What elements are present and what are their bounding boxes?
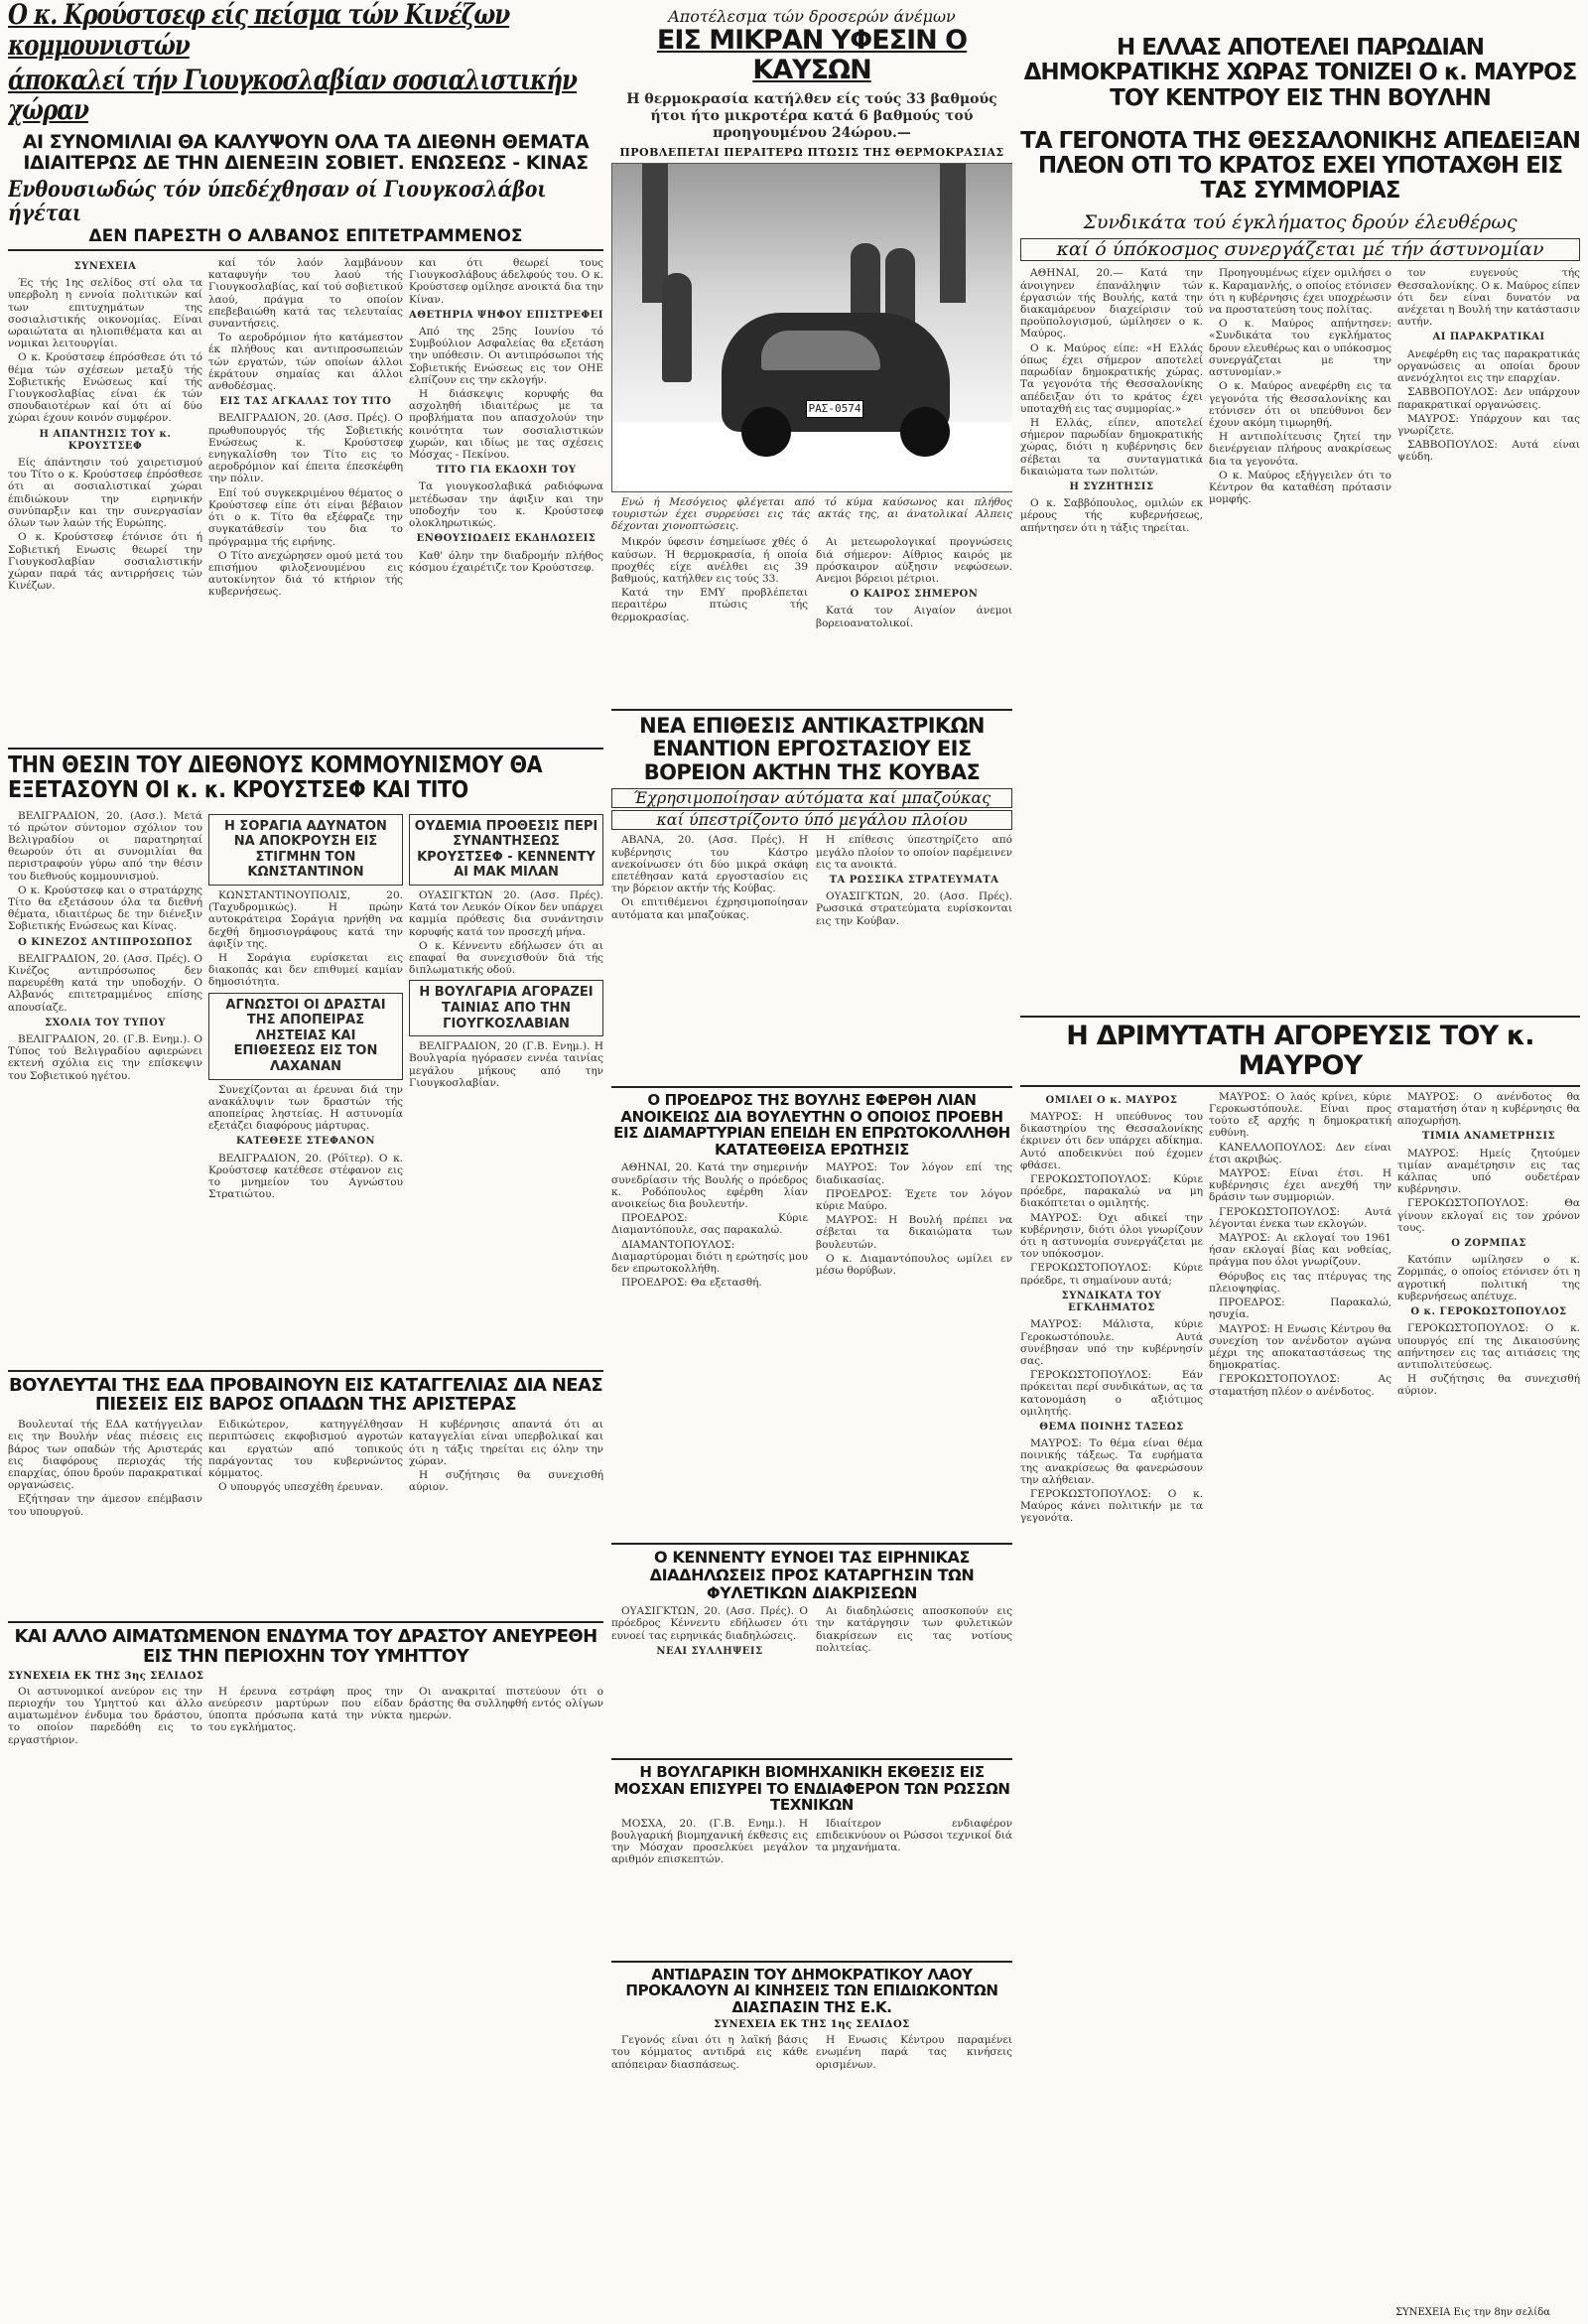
- sub-enthusiastic: ΕΝΘΟΥΣΙΩΔΕΙΣ ΕΚΔΗΛΩΣΕΙΣ: [416, 533, 596, 545]
- headline-cuba: ΝΕΑ ΕΠΙΘΕΣΙΣ ΑΝΤΙΚΑΣΤΡΙΚΩΝ ΕΝΑΝΤΙΟΝ ΕΡΓΟΣΤΑΣΙΟΥ ΕΙΣ ΒΟΡΕΙΟΝ ΑΚΤΗΝ ΤΗΣ ΚΟΥΒΑΣ: [639, 714, 985, 784]
- headline-ek-split: ΑΝΤΙΔΡΑΣΙΝ ΤΟΥ ΔΗΜΟΚΡΑΤΙΚΟΥ ΛΑΟΥ ΠΡΟΚΑΛΟΥΝ ΑΙ ΚΙΝΗΣΕΙΣ ΤΩΝ ΕΠΙΔΙΩΚΟΝΤΩΝ ΔΙΑΣΠΑΣΙΝ ΤΗΣ Ε.Κ.: [625, 1965, 998, 2016]
- sub-press: ΣΧΟΛΙΑ ΤΟΥ ΤΥΠΟΥ: [45, 1017, 166, 1028]
- sub-tito: ΤΙΤΟ ΓΙΑ ΕΚΔΟΧΗ ΤΟΥ: [436, 465, 577, 477]
- headline-bulgarian-exhibition: Η ΒΟΥΛΓΑΡΙΚΗ ΒΙΟΜΗΧΑΝΙΚΗ ΕΚΘΕΣΙΣ ΕΙΣ ΜΟΣΧΑΝ ΕΠΙΣΥΡΕΙ ΤΟ ΕΝΔΙΑΦΕΡΟΝ ΤΩΝ ΡΩΣΣΩΝ ΤΕΧΝΙΚΩΝ: [613, 1763, 1010, 1815]
- box-soraya: Η ΣΟΡΑΓΙΑ ΑΔΥΝΑΤΟΝ ΝΑ ΑΠΟΚΡΟΥΣΗ ΕΙΣ ΣΤΙΓΜΗΝ ΤΟΝ ΚΩΝΣΤΑΝΤΙΝΟΝ: [208, 814, 403, 886]
- hymettus-article: Οι αστυνομικοί ανεύρον εις την περιοχήν του Υμηττού και άλλο αιματωμένον ένδυμα του δράστου, το οποίον παρεδόθη εις το εργαστήριον. Η έρευνα εστράφη προς την ανεύρεσιν μαρτύρων που είδαν ύποπτα πρόσωπα κατά την νύκτα του εγκλήματος. Οι ανακριταί πιστεύουν ότι ο δράστης θα συλληφθή εντός ολίγων ημερών.: [8, 1685, 603, 1746]
- exhibition-article: ΜΟΣΧΑ, 20. (Γ.Β. Ενημ.). Η βουλγαρική βιομηχανική έκθεσις εις την Μόσχαν προσελκύει μεγάλον αριθμόν επισκεπτών. Ιδιαίτερον ενδιαφέρον επιδεικνύουν οι Ρώσσοι τεχνικοί διά τα μηχανήματα.: [611, 1817, 1012, 1866]
- sub-vote: ΑΘΕΤΗΡΙΑ ΨΗΦΟΥ ΕΠΙΣΤΡΕΦΕΙ: [409, 309, 603, 321]
- heatwave-lead: Η θερμοκρασία κατήλθεν είς τούς 33 βαθμούς ήτοι ήτο μικροτέρα κατά 6 βαθμούς τού προηγουμένου 24ώρου.—: [626, 90, 997, 141]
- khrushchev-article: ΣΥΝΕΧΕΙΑ Ές τής 1ης σελίδος στί ολα τα υπερβολη η εννοία πολιτικών καί των επιτυχημάτων της σοσιαλιστικής οικονομίας. Είναι ωραιώτατα αι ηλιοπιθέματα και αι νομικαι λειτουργίαι. Ο κ. Κρούστσεφ έπρόσθεσε ότι τό θέμα τών σχέσεων μεταξύ τής Σοβιετικής Ενώσεως καί τής Γιουγκοσλαβίας είναι έκ τών σπουδαιοτέρων καί ότι αί δύο χώραι έχουν κοινόν συμφέρον. Η ΑΠΑΝΤΗΣΙΣ ΤΟΥ κ. ΚΡΟΥΣΤΣΕΦ Είς άπάντησιν τού χαιρετισμού του Τίτο ο κ. Κρούστσεφ έπρόσθεσε ότι αι σοσιαλιστικαί χώραι έπιδιώκουν την ειρηνικήν συνύπαρξιν και την συνεργασίαν όλων των λαών τής Ευρώπης. Ο κ. Κρούστσεφ έτόνισε ότι ή Σοβιετική Ενωσις θεωρεί την Γιουγκοσλαβίαν σοσιαλιστικήν χώραν παρά τάς αντιρρήσεις τών Κινέζων. καί τόν λαόν λαμβάνουν καταφυγήν του λαού τής Γιουγκοσλαβίας, καί τού σοβιετικού λαού, πράγμα το οποίον επεβεβαιώθη κατά τας τελευταίας συναντήσεις. Το αεροδρόμιον ήτο κατάμεστον έκ πλήθους και αντιπροσωπειών τών εργατών, τών οποίων άλλοι έκράτουν σημαίας και άλλοι ανθοδέσμας. ΕΙΣ ΤΑΣ ΑΓΚΑΛΑΣ ΤΟΥ ΤΙΤΟ ΒΕΛΙΓΡΑΔΙΟΝ, 20. (Ασσ. Πρές). Ο πρωθυπουργός τής Σοβιετικής Ενώσεως κ. Κρούστσεφ ενηγκαλίσθη τον Τίτο εις το αεροδρόμιον καί έπειτα έπεσκέφθη την πόλιν. Επί τού συγκεκριμένου θέματος ο Κρούστσεφ είπε ότι είναι βέβαιον ότι ο κ. Τίτο θα εξέφραζε την συγκατάθεσίν του δια το πρόγραμμα τής ειρήνης. Ο Τίτο ανεχώρησεν ομού μετά του επισήμου φιλοξενουμένου εις αυτοκίνητον διά τό κτήριον τής κυβερνήσεως. και ότι θεωρεί τους Γιουγκοσλάβους άδελφούς του. Ο κ. Κρούστσεφ ομίλησε ανοικτά δια την Κίναν. ΑΘΕΤΗΡΙΑ ΨΗΦΟΥ ΕΠΙΣΤΡΕΦΕΙ Από της 25ης Ιουνίου τό Συμβούλιον Ασφαλείας θα εξετάση την υπόθεσιν. Οι αντιπρόσωποι τής Σοβιετικής Ενώσεως εις τον ΟΗΕ ελπίζουν εις την εκλογήν. Η διάσκεψις κορυφής θα ασχοληθή ιδιαιτέρως με τα προβλήματα που απασχολούν την κοινότητα των σοσιαλιστικών χωρών, και ιδίως με τας σχέσεις Μόσχας - Πεκίνου. ΤΙΤΟ ΓΙΑ ΕΚΔΟΧΗ ΤΟΥ Τα γιουγκοσλαβικά ραδιόφωνα μετέδωσαν την άφιξιν και την υποδοχήν του κ. Κρούστσεφ ολοκληρωτικώς. ΕΝΘΟΥΣΙΩΔΕΙΣ ΕΚΔΗΛΩΣΕΙΣ Καθ' όλην την διαδρομήν πλήθος κόσμου έχαιρέτιζε τον Κρούστσεφ.: [8, 257, 603, 599]
- headline-albanian: ΔΕΝ ΠΑΡΕΣΤΗ Ο ΑΛΒΑΝΟΣ ΕΠΙΤΕΤΡΑΜΜΕΝΟΣ: [8, 227, 603, 251]
- box-meeting: ΟΥΔΕΜΙΑ ΠΡΟΘΕΣΙΣ ΠΕΡΙ ΣΥΝΑΝΤΗΣΕΩΣ ΚΡΟΥΣΤΣΕΦ - ΚΕΝΝΕΝΤΥ ΑΙ ΜΑΚ ΜΙΛΑΝ: [409, 814, 603, 886]
- continued-footer: ΣΥΝΕΧΕΙΑ Εις την 8ην σελίδα: [1395, 2307, 1550, 2318]
- cuba-deck2: καί ύπεστρίζοντο ύπό μεγάλου πλοίου: [611, 810, 1012, 830]
- sub-wreath: ΚΑΤΕΘΕΣΕ ΣΤΕΦΑΝΟΝ: [235, 1136, 376, 1148]
- sub-crime-syndicates: ΣΥΝΔΙΚΑΤΑ ΤΟΥ ΕΓΚΛΗΜΑΤΟΣ: [1061, 1290, 1162, 1314]
- sub-zorbas: Ο ΖΟΡΜΠΑΣ: [1451, 1238, 1526, 1250]
- license-plate: ΡΑΣ-0574: [806, 400, 863, 418]
- eda-article: Βουλευταί τής ΕΔΑ κατήγγειλαν εις την Βουλήν νέας πιέσεις εις βάρος των οπαδών τής Αριστεράς εις διαφόρους περιοχάς τής επαρχίας, όπου δρούν παρακρατικαί οργανώσεις. Εζήτησαν την άμεσον επέμβασιν του υπουργού. Ειδικώτερον, κατηγγέλθησαν περιπτώσεις εκφοβισμού αγροτών και εργατών από τοπικούς παράγοντας του κυβερνώντος κόμματος. Ο υπουργός υπεσχέθη έρευναν. Η κυβέρνησις απαντά ότι αι καταγγελίαι είναι υπερβολικαί και ότι η τάξις τηρείται εις όλην την χώραν. Η συζήτησις θα συνεχισθή αύριον.: [8, 1419, 603, 1518]
- headline-talks: ΑΙ ΣΥΝΟΜΙΛΙΑΙ ΘΑ ΚΑΛΥΨΟΥΝ ΟΛΑ ΤΑ ΔΙΕΘΝΗ ΘΕΜΑΤΑ ΙΔΙΑΙΤΕΡΩΣ ΔΕ ΤΗΝ ΔΙΕΝΕΞΙΝ ΣΟΒΙΕΤ. ΕΝΩΣΕΩΣ - ΚΙΝΑΣ: [22, 131, 590, 175]
- sub-fair-contest: ΤΙΜΙΑ ΑΝΑΜΕΤΡΗΣΙΣ: [1421, 1131, 1556, 1143]
- headline-yugoslavia: άποκαλεί τήν Γιουγκοσλαβίαν σοσιαλιστικήν χώραν: [8, 63, 578, 127]
- snow-car-photo: [611, 163, 1012, 492]
- headline-mavros-speech: Η ΔΡΙΜΥΤΑΤΗ ΑΓΟΡΕΥΣΙΣ ΤΟΥ κ. ΜΑΥΡΟΥ: [1066, 1021, 1534, 1082]
- headline-heatwave: ΕΙΣ ΜΙΚΡΑΝ ΥΦΕΣΙΝ Ο ΚΑΥΣΩΝ: [656, 25, 968, 86]
- continued-from-3: ΣΥΝΕΧΕΙΑ ΕΚ ΤΗΣ 3ης ΣΕΛΙΔΟΣ: [8, 1670, 204, 1682]
- heatwave-article: Μικρόν ύφεσιν έσημείωσε χθές ό καύσων. Ή θερμοκρασία, ή οποία προχθές είχε ανέλθει εις 39 βαθμούς, κατήλθεν εις τούς 33. Κατά την ΕΜΥ προβλέπεται περαιτέρω πτώσις τής θερμοκρασίας. Αι μετεωρολογικαί προγνώσεις διά σήμερον: Αίθριος καιρός με πρόσκαιρον αύξησιν νεφώσεων. Ανεμοι βόρειοι μέτριοι. Ο ΚΑΙΡΟΣ ΣΗΜΕΡΟΝ Κατά τον Αιγαίον άνεμοι βορειοανατολικοί.: [611, 536, 1012, 629]
- sub-new-arrests: ΝΕΑΙ ΣΥΛΛΗΨΕΙΣ: [656, 1645, 763, 1657]
- sub-paramilitary: ΑΙ ΠΑΡΑΚΡΑΤΙΚΑΙ: [1432, 332, 1545, 343]
- sub-russian-troops: ΤΑ ΡΩΣΣΙΚΑ ΣΤΡΑΤΕΥΜΑΤΑ: [829, 875, 999, 887]
- headline-welcomed: Ενθουσιωδώς τόν ύπεδέχθησαν οί Γιουγκοσλάβοι ήγέται: [8, 176, 547, 227]
- headline-parliament-speaker: Ο ΠΡΟΕΔΡΟΣ ΤΗΣ ΒΟΥΛΗΣ ΕΦΕΡΘΗ ΛΙΑΝ ΑΝΟΙΚΕΙΩΣ ΔΙΑ ΒΟΥΛΕΥΤΗΝ Ο ΟΠΟΙΟΣ ΠΡΟΕΒΗ ΕΙΣ ΔΙΑΜΑΡΤΥΡΙΑΝ ΕΠΕΙΔΗ ΕΝ ΕΠΡΩΤΟΚΟΛΛΗΘΗ ΚΑΤΑΤΕΘΕΙΣΑ ΕΡΩΤΗΣΙΣ: [613, 1091, 1010, 1159]
- right-column: [1020, 0, 1580, 2324]
- communism-article: ΒΕΛΙΓΡΑΔΙΟΝ, 20. (Ασσ.). Μετά τό πρώτον σύντομον σχόλιον του Βελιγραδίου οι παρατηρηταί θεωρούν ότι αι συνομιλίαι θα περιστραφούν γύρω από την θέσιν του διεθνούς κομμουνισμού. Ο κ. Κρούστσεφ και ο στρατάρχης Τίτο θα εξετάσουν όλα τα διεθνή θέματα, ιδιαιτέρως δε την διένεξιν Σοβιετικής Ενώσεως και Κίνας. Ο ΚΙΝΕΖΟΣ ΑΝΤΙΠΡΟΣΩΠΟΣ ΒΕΛΙΓΡΑΔΙΟΝ, 20. (Ασσ. Πρές). Ο Κινέζος αντιπρόσωπος δεν παρευρέθη κατά την υποδοχήν. Ο Αλβανός επιτετραμμένος επίσης απουσίαζε. ΣΧΟΛΙΑ ΤΟΥ ΤΥΠΟΥ ΒΕΛΙΓΡΑΔΙΟΝ, 20. (Γ.Β. Ενημ.). Ο Τύπος τού Βελιγραδίου αφιερώνει εκτενή σχόλια εις την επίσκεψιν του Σοβιετικού ηγέτου. Η ΣΟΡΑΓΙΑ ΑΔΥΝΑΤΟΝ ΝΑ ΑΠΟΚΡΟΥΣΗ ΕΙΣ ΣΤΙΓΜΗΝ ΤΟΝ ΚΩΝΣΤΑΝΤΙΝΟΝ ΚΩΝΣΤΑΝΤΙΝΟΥΠΟΛΙΣ, 20. (Ταχυδρομικώς). Η πρώην αυτοκράτειρα Σοράγια ηρνήθη να δεχθή δημοσιογράφους κατά την άφιξίν της. Η Σοράγια ευρίσκεται εις διακοπάς και δεν επιθυμεί καμίαν δημοσιότητα. ΑΓΝΩΣΤΟΙ ΟΙ ΔΡΑΣΤΑΙ ΤΗΣ ΑΠΟΠΕΙΡΑΣ ΛΗΣΤΕΙΑΣ ΚΑΙ ΕΠΙΘΕΣΕΩΣ ΕΙΣ ΤΟΝ ΛΑΧΑΝΑΝ Συνεχίζονται αι έρευναι διά την ανακάλυψιν των δραστών τής αποπείρας ληστείας. Η αστυνομία εξετάζει διαφόρους μάρτυρας. ΚΑΤΕΘΕΣΕ ΣΤΕΦΑΝΟΝ ΒΕΛΙΓΡΑΔΙΟΝ, 20. (Ρόϊτερ). Ο κ. Κρούστσεφ κατέθεσε στέφανον εις το μνημείον του Αγνώστου Στρατιώτου. ΟΥΔΕΜΙΑ ΠΡΟΘΕΣΙΣ ΠΕΡΙ ΣΥΝΑΝΤΗΣΕΩΣ ΚΡΟΥΣΤΣΕΦ - ΚΕΝΝΕΝΤΥ ΑΙ ΜΑΚ ΜΙΛΑΝ ΟΥΑΣΙΓΚΤΩΝ 20. (Ασσ. Πρές). Κατά τον Λευκόν Οίκον δεν υπάρχει καμμία πρόθεσις δια συνάντησιν κορυφής κατά τον προσεχή μήνα. Ο κ. Κέννεντυ εδήλωσεν ότι αι επαφαί θα συνεχισθούν διά τής διπλωματικής οδού. Η ΒΟΥΛΓΑΡΙΑ ΑΓΟΡΑΖΕΙ ΤΑΙΝΙΑΣ ΑΠΟ ΤΗΝ ΓΙΟΥΓΚΟΣΛΑΒΙΑΝ ΒΕΛΙΓΡΑΔΙΟΝ, 20 (Γ.Β. Ενημ.). Η Βουλγαρία ηγόρασεν εννέα ταινίας μεγάλου μήκους από την Γιουγκοσλαβίαν.: [8, 809, 603, 1201]
- headline-greece-parody: Η ΕΛΛΑΣ ΑΠΟΤΕΛΕΙ ΠΑΡΩΔΙΑΝ ΔΗΜΟΚΡΑΤΙΚΗΣ ΧΩΡΑΣ ΤΟΝΙΖΕΙ Ο κ. ΜΑΥΡΟΣ ΤΟΥ ΚΕΝΤΡΟΥ ΕΙΣ ΤΗΝ ΒΟΥΛΗΝ: [1023, 35, 1577, 111]
- continued-label: ΣΥΝΕΧΕΙΑ: [73, 261, 137, 273]
- crime-deck2: καί ό ύπόκοσμος συνεργάζεται μέ τήν άστυνομίαν: [1020, 238, 1580, 262]
- cuba-deck1: Έχρησιμοποίησαν αύτόματα καί μπαζούκας: [611, 788, 1012, 808]
- weather-today: Ο ΚΑΙΡΟΣ ΣΗΜΕΡΟΝ: [850, 589, 979, 601]
- headline-thessaloniki: ΤΑ ΓΕΓΟΝΟΤΑ ΤΗΣ ΘΕΣΣΑΛΟΝΙΚΗΣ ΑΠΕΔΕΙΞΑΝ ΠΛΕΟΝ ΟΤΙ ΤΟ ΚΡΑΤΟΣ ΕΧΕΙ ΥΠΟΤΑΧΘΗ ΕΙΣ ΤΑΣ ΣΥΜΜΟΡΙΑΣ: [1020, 127, 1580, 205]
- sub-mavros-speaks: ΟΜΙΛΕΙ Ο κ. ΜΑΥΡΟΣ: [1045, 1094, 1178, 1106]
- mavros-speech-article: ΟΜΙΛΕΙ Ο κ. ΜΑΥΡΟΣ ΜΑΥΡΟΣ: Η υπεύθυνος του δικαστηρίου της Θεσσαλονίκης έκρινεν ότι δεν υπάρχει αδίκημα. Αυτό αποδεικνύει πού έχομεν φθάσει. ΓΕΡΟΚΩΣΤΟΠΟΥΛΟΣ: Κύριε πρόεδρε, παρακαλώ να μη διακόπτεται ο ομιλητής. ΜΑΥΡΟΣ: Όχι αδικεί την κυβέρνησιν, διότι όλοι γνωρίζουν ότι η αστυνομία συνεργάζεται με τον υπόκοσμον. ΓΕΡΟΚΩΣΤΟΠΟΥΛΟΣ: Κύριε πρόεδρε, τι σημαίνουν αυτά; ΣΥΝΔΙΚΑΤΑ ΤΟΥ ΕΓΚΛΗΜΑΤΟΣ ΜΑΥΡΟΣ: Μάλιστα, κύριε Γεροκωστόπουλε. Αυτά συνέβησαν υπό την κυβέρνησίν σας. ΓΕΡΟΚΩΣΤΟΠΟΥΛΟΣ: Εάν πρόκειται περί συνδικάτων, ας τα κατονομάση ο αξιότιμος ομιλητής. ΘΕΜΑ ΠΟΙΝΗΣ ΤΑΞΕΩΣ ΜΑΥΡΟΣ: Το θέμα είναι θέμα ποινικής τάξεως. Τα ευρήματα της ανακρίσεως θα φανερώσουν την αλήθειαν. ΓΕΡΟΚΩΣΤΟΠΟΥΛΟΣ: Ο κ. Μαύρος κάνει πολιτικήν με τα γεγονότα. ΜΑΥΡΟΣ: Ο λαός κρίνει, κύριε Γεροκωστόπουλε. Είναι προς τούτο εξ αρχής η δημοκρατική ευθύνη. ΚΑΝΕΛΛΟΠΟΥΛΟΣ: Δεν είναι έτσι ακριβώς. ΜΑΥΡΟΣ: Είναι έτσι. Η κυβέρνησις έχει ανεχθή την δράσιν των συμμοριών. ΓΕΡΟΚΩΣΤΟΠΟΥΛΟΣ: Αυτά λέγονται ένεκα των εκλογών. ΜΑΥΡΟΣ: Αι εκλογαί του 1961 ήσαν εκλογαί βίας και νοθείας, πράγμα που όλοι γνωρίζουν. Θόρυβος εις τας πτέρυγας της πλειοψηφίας. ΠΡΟΕΔΡΟΣ: Παρακαλώ, ησυχία. ΜΑΥΡΟΣ: Η Ενωσις Κέντρου θα συνεχίση τον ανένδοτον αγώνα μέχρι της αποκαταστάσεως της δημοκρατίας. ΓΕΡΟΚΩΣΤΟΠΟΥΛΟΣ: Ας σταματήση πλέον ο ανένδοτος. ΜΑΥΡΟΣ: Ο ανένδοτος θα σταματήση όταν η κυβέρνησις θα αποχωρήση. ΤΙΜΙΑ ΑΝΑΜΕΤΡΗΣΙΣ ΜΑΥΡΟΣ: Ημείς ζητούμεν τιμίαν αναμέτρησιν εις τας κάλπας υπό ουδετέραν κυβέρνησιν. ΓΕΡΟΚΩΣΤΟΠΟΥΛΟΣ: Θα γίνουν εκλογαί εις τον χρόνον τους. Ο ΖΟΡΜΠΑΣ Κατόπιν ωμίλησεν ο κ. Ζορμπάς, ο οποίος ετόνισεν ότι η αγροτική πολιτική της κυβερνήσεως απέτυχε. Ο κ. ΓΕΡΟΚΩΣΤΟΠΟΥΛΟΣ ΓΕΡΟΚΩΣΤΟΠΟΥΛΟΣ: Ο κ. υπουργός επί της Δικαιοσύνης απήντησεν εις τας αιτιάσεις της αντιπολιτεύσεως. Η συζήτησις θα συνεχισθή αύριον.: [1020, 1090, 1580, 1525]
- headline-khrushchev: Ο κ. Κρούστσεφ είς πείσμα τών Κινέζων κομμουνιστών: [8, 0, 510, 62]
- sub-gerokostopoulos: Ο κ. ΓΕΡΟΚΩΣΤΟΠΟΥΛΟΣ: [1410, 1306, 1567, 1318]
- weather-kicker: Αποτέλεσμα τών δροσερών άνέμων: [668, 7, 956, 26]
- headline-kennedy: Ο ΚΕΝΝΕΝΤΥ ΕΥΝΟΕΙ ΤΑΣ ΕΙΡΗΝΙΚΑΣ ΔΙΑΔΗΛΩΣΕΙΣ ΠΡΟΣ ΚΑΤΑΡΓΗΣΙΝ ΤΩΝ ΦΥΛΕΤΙΚΩΝ ΔΙΑΚΡΙΣΕΩΝ: [649, 1548, 975, 1602]
- photo-caption: Ενώ ή Μεσόγειος φλέγεται από τό κύμα καύσωνος και πλήθος τουριστών έχει συρρεύσει εις τάς ακτάς της, αι άνατολικαί Αλπεις δέχονται χιονοπτώσεις.: [611, 495, 1012, 533]
- sub-chinese-envoy: Ο ΚΙΝΕΖΟΣ ΑΝΤΙΠΡΟΣΩΠΟΣ: [18, 936, 193, 948]
- mavros-article: ΑΘΗΝΑΙ, 20.— Κατά την άνοιγηνεν έπανάληψιν τών έργασιών τής Βουλής, κατά την διακαμάρευον διαχείρισιν τού προϋπολογισμού, ώμίλησεν ο κ. Μαύρος. Ο κ. Μαύρος είπε: «Η Ελλάς όπως έχει σήμερον αποτελεί παρωδίαν δημοκρατικής χώρας. Τα γεγονότα τής Θεσσαλονίκης απέδειξαν ότι το κράτος έχει υποταχθή εις τας συμμορίας.» Η Ελλάς, είπεν, αποτελεί σήμερον παρωδίαν δημοκρατικής χώρας, διότι η κυβέρνησις δεν σέβεται τα συνταγματικά δικαιώματα των πολιτών. Η ΣΥΖΗΤΗΣΙΣ Ο κ. Σαββόπουλος, ομιλών εκ μέρους τής κυβερνήσεως, απήντησεν ότι η τάξις τηρείται. Προηγουμένως είχεν ομιλήσει ο κ. Καραμανλής, ο οποίος ετόνισεν ότι η κυβέρνησις έχει υποχρέωσιν να προστατεύση τους πολίτας. Ο κ. Μαύρος απήντησεν: «Συνδικάτα του εγκλήματος δρουν ελευθέρως και ο υπόκοσμος συνεργάζεται με την αστυνομίαν.» Ο κ. Μαύρος ανεφέρθη εις τα γεγονότα τής Θεσσαλονίκης και ετόνισεν ότι οι υπεύθυνοι δεν έχουν ακόμη τιμωρηθή. Η αντιπολίτευσις ζητεί την διενέργειαν πλήρους ανακρίσεως δια τα γεγονότα. Ο κ. Μαύρος εξήγγειλεν ότι το Κέντρον θα καταθέση πρότασιν μομφής. τον ευγενούς τής Θεσσαλονίκης. Ο κ. Μαύρος είπεν ότι δεν είναι δυνατόν να ανέχεται η Βουλή την κατάστασιν αυτήν. ΑΙ ΠΑΡΑΚΡΑΤΙΚΑΙ Ανεφέρθη εις τας παρακρατικάς οργανώσεις αι οποίαι δρουν ανενόχλητοι εις την επαρχίαν. ΣΑΒΒΟΠΟΥΛΟΣ: Δεν υπάρχουν παρακρατικαί οργανώσεις. ΜΑΥΡΟΣ: Υπάρχουν και τας γνωρίζετε. ΣΑΒΒΟΠΟΥΛΟΣ: Αυτά είναι ψεύδη.: [1020, 267, 1580, 534]
- sub-debate: Η ΣΥΖΗΤΗΣΙΣ: [1069, 480, 1154, 492]
- cuba-article: ΑΒΑΝΑ, 20. (Ασσ. Πρές). Η κυβέρνησις του Κάστρο ανεκοίνωσεν ότι δύο μικρά σκάφη επετέθησαν κατά εργοστασίου εις την βόρειον ακτήν τής Κούβας. Οι επιτιθέμενοι έχρησιμοποίησαν αυτόματα και μπαζούκας. Η επίθεσις ύπεστηρίζετο από μεγάλο πλοίον το οποίον παρέμεινεν εις τα ανοικτά. ΤΑ ΡΩΣΣΙΚΑ ΣΤΡΑΤΕΥΜΑΤΑ ΟΥΑΣΙΓΚΤΩΝ, 20. (Ασσ. Πρές). Ρωσσικά στρατεύματα ευρίσκονται εις την Κούβαν.: [611, 834, 1012, 927]
- continued-from-1: ΣΥΝΕΧΕΙΑ ΕΚ ΤΗΣ 1ης ΣΕΛΙΔΟΣ: [714, 2019, 910, 2031]
- headline-international-communism: ΤΗΝ ΘΕΣΙΝ ΤΟΥ ΔΙΕΘΝΟΥΣ ΚΟΜΜΟΥΝΙΣΜΟΥ ΘΑ ΕΞΕΤΑΣΟΥΝ ΟΙ κ. κ. ΚΡΟΥΣΤΣΕΦ ΚΑΙ ΤΙΤΟ: [8, 752, 543, 804]
- box-robbery: ΑΓΝΩΣΤΟΙ ΟΙ ΔΡΑΣΤΑΙ ΤΗΣ ΑΠΟΠΕΙΡΑΣ ΛΗΣΤΕΙΑΣ ΚΑΙ ΕΠΙΘΕΣΕΩΣ ΕΙΣ ΤΟΝ ΛΑΧΑΝΑΝ: [208, 993, 403, 1080]
- crime-deck1: Συνδικάτα τού έγκλήματος δρούν έλευθέρως: [1083, 210, 1518, 233]
- headline-bloody-garment: ΚΑΙ ΑΛΛΟ ΑΙΜΑΤΩΜΕΝΟΝ ΕΝΔΥΜΑ ΤΟΥ ΔΡΑΣΤΟΥ ΑΝΕΥΡΕΘΗ ΕΙΣ ΤΗΝ ΠΕΡΙΟΧΗΝ ΤΟΥ ΥΜΗΤΤΟΥ: [14, 1626, 597, 1668]
- sub-reply: Η ΑΠΑΝΤΗΣΙΣ ΤΟΥ κ. ΚΡΟΥΣΤΣΕΦ: [39, 428, 172, 452]
- sub-embrace: ΕΙΣ ΤΑΣ ΑΓΚΑΛΑΣ ΤΟΥ ΤΙΤΟ: [219, 396, 392, 408]
- heatwave-sub: ΠΡΟΒΛΕΠΕΤΑΙ ΠΕΡΑΙΤΕΡΩ ΠΤΩΣΙΣ ΤΗΣ ΘΕΡΜΟΚΡΑΣΙΑΣ: [619, 145, 1004, 159]
- box-bulgaria-films: Η ΒΟΥΛΓΑΡΙΑ ΑΓΟΡΑΖΕΙ ΤΑΙΝΙΑΣ ΑΠΟ ΤΗΝ ΓΙΟΥΓΚΟΣΛΑΒΙΑΝ: [409, 980, 603, 1036]
- headline-eda: ΒΟΥΛΕΥΤΑΙ ΤΗΣ ΕΔΑ ΠΡΟΒΑΙΝΟΥΝ ΕΙΣ ΚΑΤΑΓΓΕΛΙΑΣ ΔΙΑ ΝΕΑΣ ΠΙΕΣΕΙΣ ΕΙΣ ΒΑΡΟΣ ΟΠΑΔΩΝ ΤΗΣ ΑΡΙΣΤΕΡΑΣ: [8, 1374, 603, 1416]
- kennedy-article: ΟΥΑΣΙΓΚΤΩΝ, 20. (Ασσ. Πρές). Ο πρόεδρος Κέννεντυ εδήλωσεν ότι ευνοεί τας ειρηνικάς διαδηλώσεις. ΝΕΑΙ ΣΥΛΛΗΨΕΙΣ Αι διαδηλώσεις αποσκοπούν εις την κατάργησιν των φυλετικών διακρίσεων εις τας νοτίους πολιτείας.: [611, 1605, 1012, 1657]
- middle-column: [611, 0, 1012, 2324]
- speaker-article: ΑΘΗΝΑΙ, 20. Κατά την σημερινήν συνεδρίασιν τής Βουλής ο πρόεδρος κ. Ροδόπουλος εφέρθη λίαν ανοικείως δια βουλευτήν. ΠΡΟΕΔΡΟΣ: Κύριε Διαμαντόπουλε, σας παρακαλώ. ΔΙΑΜΑΝΤΟΠΟΥΛΟΣ: Διαμαρτύρομαι διότι η ερώτησίς μου δεν επρωτοκολλήθη. ΠΡΟΕΔΡΟΣ: Θα εξετασθή. ΜΑΥΡΟΣ: Τον λόγον επί της διαδικασίας. ΠΡΟΕΔΡΟΣ: Έχετε τον λόγον κύριε Μαύρο. ΜΑΥΡΟΣ: Η Βουλή πρέπει να σέβεται τα δικαιώματα των βουλευτών. Ο κ. Διαμαντόπουλος ωμίλει εν μέσω θορύβων.: [611, 1162, 1012, 1290]
- left-column: [8, 0, 603, 2324]
- ek-article: Γεγονός είναι ότι η λαϊκή βάσις του κόμματος αντιδρά εις κάθε απόπειραν διασπάσεως. Η Ενωσις Κέντρου παραμένει ενωμένη παρά τας κινήσεις ορισμένων.: [611, 2034, 1012, 2071]
- sub-penal-order: ΘΕΜΑ ΠΟΙΝΗΣ ΤΑΞΕΩΣ: [1039, 1421, 1184, 1433]
